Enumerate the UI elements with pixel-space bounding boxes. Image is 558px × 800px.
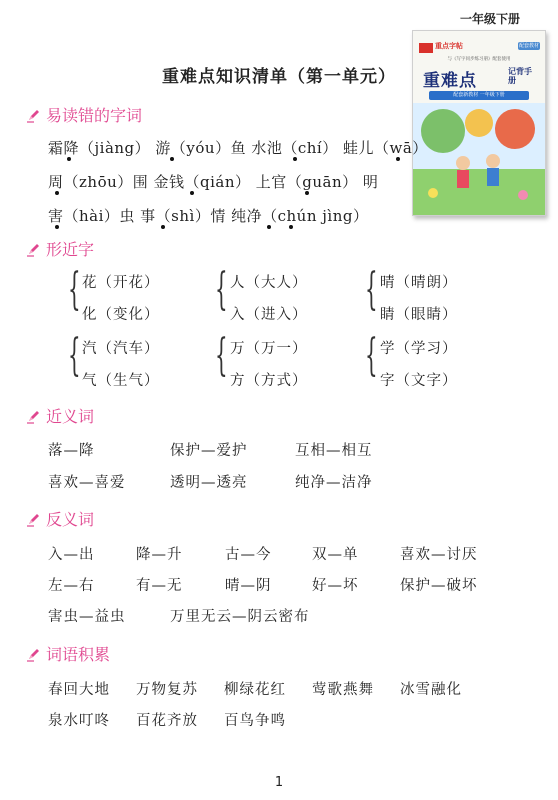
- antonym-pair: 古—今: [225, 547, 272, 563]
- similar-char: 入（进入）: [230, 307, 308, 323]
- page-title: 重难点知识清单（第一单元）: [162, 67, 396, 87]
- book-subtitle: 记背手册: [508, 67, 532, 85]
- synonym-pair: 落—降: [48, 443, 95, 459]
- synonym-pair: 纯净—洁净: [295, 475, 373, 491]
- section-heading-1: [26, 103, 142, 126]
- similar-char: 汽（汽车）: [82, 341, 160, 357]
- similar-char: 万（万一）: [230, 341, 308, 357]
- similar-char: 花（开花）: [82, 275, 160, 291]
- brace-icon: {: [68, 264, 81, 315]
- cover-illustration: [413, 103, 545, 215]
- grade-label: 一年级下册: [459, 12, 520, 26]
- similar-char: 晴（晴朗）: [380, 275, 458, 291]
- emphasis-dot: [55, 225, 59, 229]
- antonym-pair: 左—右: [48, 578, 95, 594]
- section-title: 近义词: [46, 407, 95, 426]
- page-number: 1: [274, 775, 284, 790]
- section-heading-5: [26, 642, 110, 665]
- section-heading-3: [26, 404, 94, 427]
- book-title: 重难点: [423, 71, 477, 91]
- antonym-pair: 好—坏: [312, 578, 359, 594]
- book-tag: 配套教材: [518, 43, 539, 49]
- antonym-pair: 喜欢—讨厌: [400, 547, 478, 563]
- section-heading-2: [26, 237, 94, 260]
- book-brand: 重点字帖: [435, 42, 463, 50]
- pencil-icon: [26, 511, 42, 527]
- emphasis-dot: [305, 191, 309, 195]
- emphasis-dot: [170, 157, 174, 161]
- similar-char: 人（大人）: [230, 275, 308, 291]
- emphasis-dot: [67, 157, 71, 161]
- antonym-pair: 害虫—益虫: [48, 609, 126, 625]
- synonym-pair: 透明—透亮: [170, 475, 248, 491]
- emphasis-dot: [267, 225, 271, 229]
- similar-char: 方（方式）: [230, 373, 308, 389]
- phrase: 百鸟争鸣: [224, 713, 286, 729]
- antonym-pair: 入—出: [48, 547, 95, 563]
- similar-char: 睛（眼睛）: [380, 307, 458, 323]
- phrase: 万物复苏: [136, 682, 198, 698]
- emphasis-dot: [293, 157, 297, 161]
- emphasis-dot: [396, 157, 400, 161]
- section-title: 易读错的字词: [46, 106, 143, 125]
- emphasis-dot: [289, 225, 293, 229]
- section-title: 形近字: [46, 240, 95, 259]
- brace-icon: {: [365, 264, 378, 315]
- pencil-icon: [26, 408, 42, 424]
- brace-icon: {: [68, 330, 81, 381]
- synonym-pair: 互相—相互: [295, 443, 373, 459]
- pencil-icon: [26, 107, 42, 123]
- pencil-icon: [26, 646, 42, 662]
- emphasis-dot: [190, 191, 194, 195]
- brand-logo-icon: [419, 43, 433, 53]
- section-heading-4: [26, 507, 94, 530]
- similar-char: 学（学习）: [380, 341, 458, 357]
- word-line-1: 霜降（jiàng） 游（yóu）鱼 水池（chí） 蛙儿（wā）: [48, 139, 428, 157]
- antonym-pair: 有—无: [136, 578, 183, 594]
- section-title: 反义词: [46, 510, 95, 529]
- emphasis-dot: [161, 225, 165, 229]
- antonym-pair: 保护—破坏: [400, 578, 478, 594]
- synonym-pair: 保护—爱护: [170, 443, 248, 459]
- phrase: 泉水叮咚: [48, 713, 110, 729]
- antonym-pair: 晴—阴: [225, 578, 272, 594]
- word-line-2: 周（zhōu）围 金钱（qián） 上官（guān） 明: [48, 173, 379, 191]
- antonym-pair: 双—单: [312, 547, 359, 563]
- phrase: 莺歌燕舞: [312, 682, 374, 698]
- antonym-pair: 降—升: [136, 547, 183, 563]
- section-title: 词语积累: [46, 645, 111, 664]
- book-band: 配套新教材 一年级下册: [429, 91, 529, 100]
- similar-char: 化（变化）: [82, 307, 160, 323]
- emphasis-dot: [55, 191, 59, 195]
- pencil-icon: [26, 241, 42, 257]
- book-tagline: 与《写字同步练习册》配套使用: [447, 57, 511, 62]
- brace-icon: {: [365, 330, 378, 381]
- phrase: 春回大地: [48, 682, 110, 698]
- brace-icon: {: [215, 264, 228, 315]
- word-line-3: 害（hài）虫 事（shì）情 纯净（chún jìng）: [48, 207, 369, 225]
- brace-icon: {: [215, 330, 228, 381]
- synonym-pair: 喜欢—喜爱: [48, 475, 126, 491]
- book-cover-image: [412, 30, 546, 216]
- phrase: 柳绿花红: [224, 682, 286, 698]
- phrase: 百花齐放: [136, 713, 198, 729]
- similar-char: 字（文字）: [380, 373, 458, 389]
- antonym-pair: 万里无云—阴云密布: [170, 609, 310, 625]
- similar-char: 气（生气）: [82, 373, 160, 389]
- phrase: 冰雪融化: [400, 682, 462, 698]
